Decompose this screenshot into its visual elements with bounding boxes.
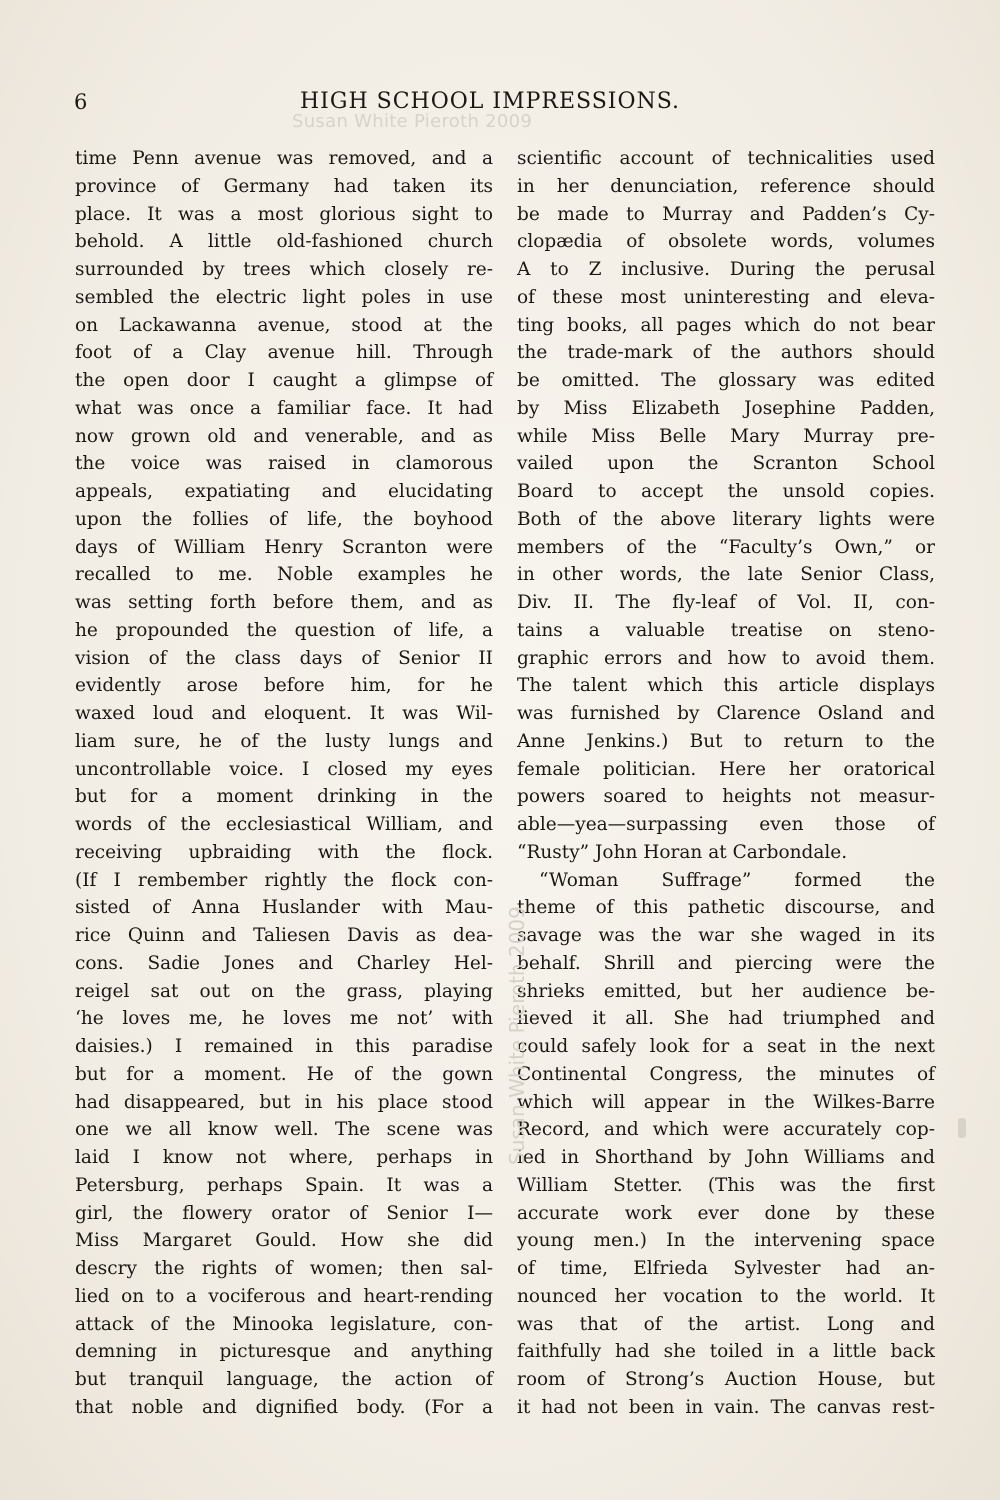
text-line: uncontrollable voice. I closed my eyes [75, 758, 493, 780]
text-line: upon the follies of life, the boyhood [75, 508, 493, 530]
text-line: lieved it all. She had triumphed and [517, 1008, 935, 1030]
text-line: liam sure, he of the lusty lungs and [75, 730, 493, 752]
text-line: attack of the Minooka legislature, con- [75, 1313, 493, 1335]
text-line: Board to accept the unsold copies. [517, 481, 935, 502]
text-line: days of William Henry Scranton were [75, 536, 493, 558]
text-line: Anne Jenkins.) But to return to the [517, 730, 935, 752]
text-line: one we all know well. The scene was [75, 1119, 493, 1141]
text-line: what was once a familiar face. It had [75, 397, 493, 419]
text-line: Miss Margaret Gould. How she did [75, 1230, 493, 1252]
text-line: ting books, all pages which do not bear [517, 314, 935, 336]
text-line: but for a moment drinking in the [75, 786, 493, 808]
text-line: behold. A little old-fashioned church [75, 231, 493, 253]
text-line: descry the rights of women; then sal- [75, 1258, 493, 1279]
text-line: could safely look for a seat in the next [517, 1036, 935, 1057]
text-line: ied in Shorthand by John Williams and [517, 1147, 935, 1168]
text-line: that noble and dignified body. (For a [75, 1396, 493, 1418]
text-line: of time, Elfrieda Sylvester had an- [517, 1258, 935, 1279]
text-line: nounced her vocation to the world. It [517, 1285, 935, 1307]
text-line: laid I know not where, perhaps in [75, 1147, 493, 1168]
text-line: but for a moment. He of the gown [75, 1063, 493, 1085]
text-line: he propounded the question of life, a [75, 619, 493, 641]
page-number: 6 [74, 90, 88, 114]
text-line: in other words, the late Senior Class, [517, 564, 935, 586]
text-line: demning in picturesque and anything [75, 1341, 493, 1363]
text-line: clopædia of obsolete words, volumes [517, 231, 935, 253]
text-line: William Stetter. (This was the first [517, 1174, 935, 1196]
text-line: faithfully had she toiled in a little back [517, 1341, 935, 1363]
text-line: savage was the war she waged in its [517, 925, 935, 946]
text-line: vailed upon the Scranton School [517, 453, 935, 475]
text-line: powers soared to heights not measur- [517, 786, 935, 808]
text-line: ‘he loves me, he loves me not’ with [75, 1008, 493, 1030]
text-line: in her denunciation, reference should [517, 175, 935, 197]
text-line: by Miss Elizabeth Josephine Padden, [517, 397, 935, 419]
text-line: foot of a Clay avenue hill. Through [75, 342, 493, 364]
running-head: HIGH SCHOOL IMPRESSIONS. [300, 89, 681, 114]
text-line: had disappeared, but in his place stood [75, 1091, 493, 1113]
watermark-top: Susan White Pieroth 2009 [292, 111, 533, 132]
text-line: accurate work ever done by these [517, 1202, 935, 1224]
text-line: female politician. Here her oratorical [517, 758, 935, 780]
watermark-vertical: Susan White Pieroth 2009 [505, 906, 529, 1165]
text-line: cons. Sadie Jones and Charley Hel- [75, 952, 493, 974]
text-line: (If I rembember rightly the flock con- [75, 869, 493, 891]
text-line: able—yea—surpassing even those of [517, 814, 935, 835]
text-line: The talent which this article displays [517, 675, 935, 697]
text-line: “Rusty” John Horan at Carbondale. [517, 841, 848, 863]
text-line: Record, and which were accurately cop- [517, 1119, 935, 1141]
text-line: shrieks emitted, but her audience be- [517, 980, 935, 1002]
text-line: be omitted. The glossary was edited [517, 370, 935, 391]
text-line: “Woman Suffrage” formed the [539, 869, 935, 891]
text-line: theme of this pathetic discourse, and [517, 897, 935, 919]
text-line: tains a valuable treatise on steno- [517, 619, 935, 641]
paper-speck [958, 1118, 966, 1138]
text-line: surrounded by trees which closely re- [75, 259, 493, 280]
text-line: scientific account of technicalities used [517, 148, 935, 169]
text-line: sisted of Anna Huslander with Mau- [75, 897, 493, 919]
text-line: lied on to a vociferous and heart-rending [75, 1285, 493, 1307]
text-line: vision of the class days of Senior II [75, 647, 493, 669]
text-line: girl, the flowery orator of Senior I— [75, 1202, 493, 1224]
text-line: sembled the electric light poles in use [75, 286, 493, 308]
text-line: members of the “Faculty’s Own,” or [517, 536, 935, 558]
text-line: which will appear in the Wilkes-Barre [517, 1091, 935, 1113]
text-line: be made to Murray and Padden’s Cy- [517, 203, 935, 225]
text-line: recalled to me. Noble examples he [75, 564, 493, 586]
text-line: on Lackawanna avenue, stood at the [75, 314, 493, 336]
text-line: was setting forth before them, and as [75, 592, 493, 613]
text-line: daisies.) I remained in this paradise [75, 1036, 493, 1057]
text-line: while Miss Belle Mary Murray pre- [517, 425, 935, 447]
text-line: now grown old and venerable, and as [75, 425, 493, 447]
text-line: province of Germany had taken its [75, 175, 493, 197]
text-line: appeals, expatiating and elucidating [75, 481, 493, 502]
text-line: the voice was raised in clamorous [75, 453, 493, 475]
text-line: the open door I caught a glimpse of [75, 370, 493, 391]
text-line: but tranquil language, the action of [75, 1369, 493, 1390]
text-line: reigel sat out on the grass, playing [75, 980, 493, 1002]
text-line: behalf. Shrill and piercing were the [517, 952, 935, 974]
text-line: receiving upbraiding with the flock. [75, 841, 493, 863]
text-line: graphic errors and how to avoid them. [517, 647, 935, 669]
text-line: was furnished by Clarence Osland and [517, 703, 935, 724]
text-line: Petersburg, perhaps Spain. It was a [75, 1174, 493, 1196]
text-line: Div. II. The fly-leaf of Vol. II, con- [517, 592, 935, 613]
text-line: A to Z inclusive. During the perusal [517, 259, 935, 280]
text-line: waxed loud and eloquent. It was Wil- [75, 703, 493, 724]
text-line: time Penn avenue was removed, and a [75, 148, 493, 169]
text-line: young men.) In the intervening space [517, 1230, 935, 1252]
text-line: rice Quinn and Taliesen Davis as dea- [75, 925, 493, 946]
text-line: place. It was a most glorious sight to [75, 203, 493, 225]
text-line: words of the ecclesiastical William, and [75, 814, 493, 835]
left-column [75, 145, 493, 1422]
text-line: Continental Congress, the minutes of [517, 1063, 935, 1085]
text-line: it had not been in vain. The canvas rest- [517, 1396, 935, 1418]
text-line: was that of the artist. Long and [517, 1313, 935, 1335]
right-column [517, 145, 935, 1422]
text-line: evidently arose before him, for he [75, 675, 493, 697]
text-line: of these most uninteresting and eleva- [517, 286, 935, 308]
text-line: room of Strong’s Auction House, but [517, 1369, 935, 1390]
text-line: Both of the above literary lights were [517, 508, 935, 530]
text-line: the trade-mark of the authors should [517, 342, 935, 364]
